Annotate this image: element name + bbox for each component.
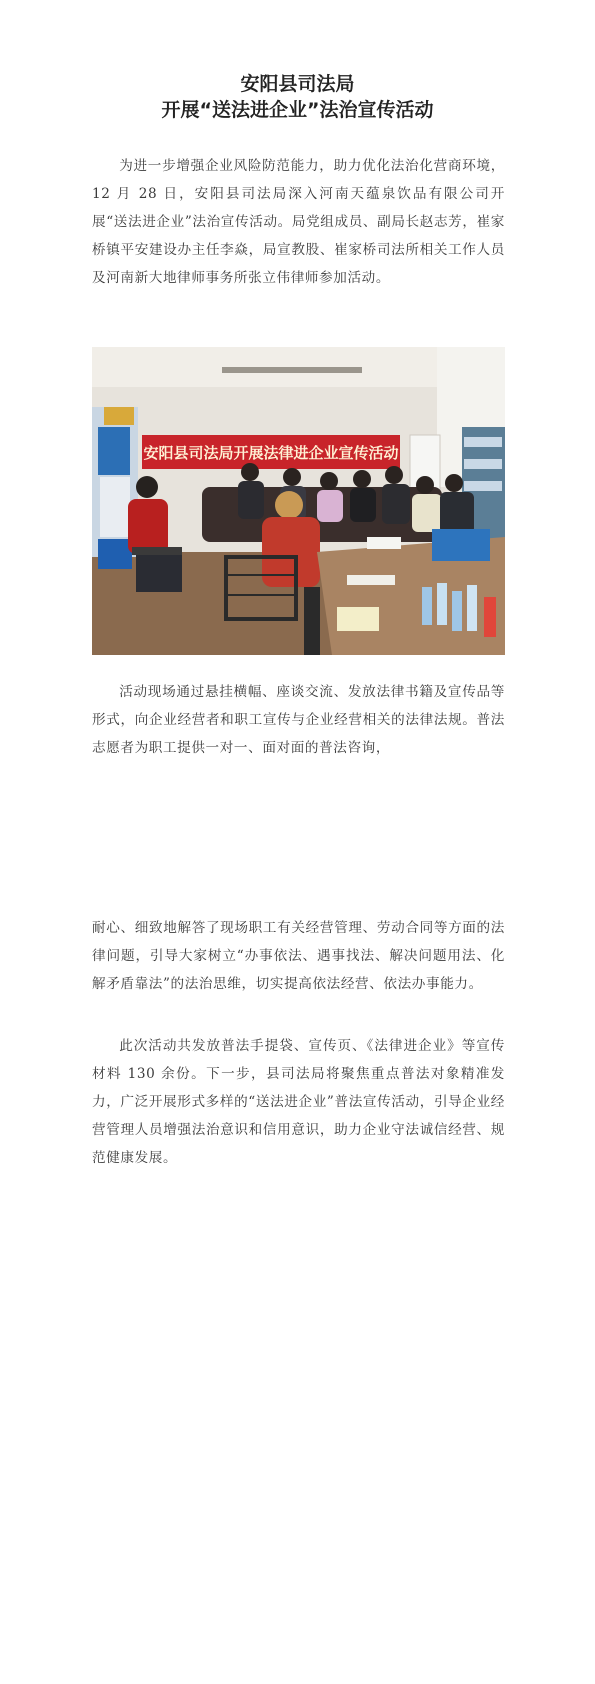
banner-text: 安阳县司法局开展法律进企业宣传活动 <box>143 444 399 462</box>
paragraph-summary: 此次活动共发放普法手提袋、宣传页、《法律进企业》等宣传材料 130 余份。下一步，县司法局将聚焦重点普法对象精准发力，广泛开展形式多样的“送法进企业”普法宣传活动，引导企业经营管理人员增强法治意识和信用意识，助力企业守法诚信经营、规范健康发展。 <box>92 1038 505 1166</box>
article-title-line1: 安阳县司法局 <box>240 73 355 95</box>
paragraph-activity: 活动现场通过悬挂横幅、座谈交流、发放法律书籍及宣传品等形式，向企业经营者和职工宣传与企业经营相关的法律法规。普法志愿者为职工提供一对一、面对面的普法咨询， <box>92 684 505 756</box>
article-title-line2: 开展“送法进企业”法治宣传活动 <box>161 99 434 121</box>
event-photo <box>92 347 505 655</box>
paragraph-activity-continued: 耐心、细致地解答了现场职工有关经营管理、劳动合同等方面的法律问题，引导大家树立“办事依法、遇事找法、解决问题用法、化解矛盾靠法”的法治思维，切实提高依法经营、依法办事能力。 <box>92 920 505 992</box>
paragraph-intro: 为进一步增强企业风险防范能力，助力优化法治化营商环境，12 月 28 日，安阳县司法局深入河南天蕴泉饮品有限公司开展“送法进企业”法治宣传活动。局党组成员、副局长赵志芳，崔家桥镇平安建设办主任李焱，局宣教股、崔家桥司法所相关工作人员及河南新大地律师事务所张立伟律师参加活动。 <box>92 158 505 286</box>
